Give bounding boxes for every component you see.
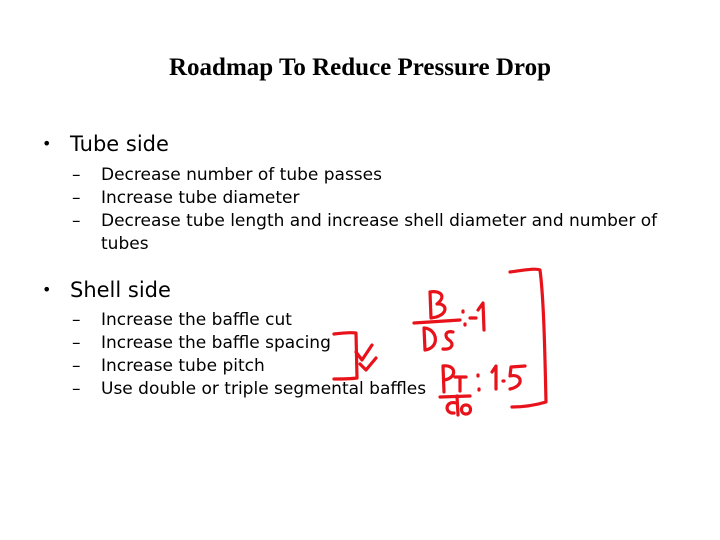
- list-item-text: Decrease number of tube passes: [101, 165, 382, 185]
- list-item: [72, 187, 676, 210]
- bullet-tube-side: [42, 130, 169, 158]
- list-item: [72, 164, 676, 187]
- bullet-dot: •: [42, 280, 52, 299]
- list-item: [72, 210, 676, 256]
- slide-title: Roadmap To Reduce Pressure Drop: [169, 54, 551, 81]
- list-item-text: Use double or triple segmental baffles: [101, 379, 427, 399]
- list-item-text: Increase the baffle spacing: [101, 333, 331, 353]
- list-item-text: Increase tube diameter: [101, 188, 300, 208]
- list-item: [72, 355, 676, 378]
- bullet-dot: •: [42, 134, 52, 153]
- shell-side-list: [72, 309, 676, 401]
- list-item-text: Increase tube pitch: [101, 356, 265, 376]
- dash-marker: –: [72, 379, 81, 399]
- tube-side-list: [72, 164, 676, 256]
- bullet-shell-side: [42, 276, 171, 304]
- dash-marker: –: [72, 211, 81, 231]
- dash-marker: –: [72, 333, 81, 353]
- list-item: [72, 332, 676, 355]
- dash-marker: –: [72, 356, 81, 376]
- dash-marker: –: [72, 310, 81, 330]
- list-item-text: Decrease tube length and increase shell diameter and number of tubes: [101, 211, 658, 254]
- dash-marker: –: [72, 165, 81, 185]
- ink-letter-o: [462, 405, 471, 414]
- list-item: [72, 309, 676, 332]
- bullet-label: Shell side: [70, 278, 171, 302]
- list-item-text: Increase the baffle cut: [101, 310, 292, 330]
- dash-marker: –: [72, 188, 81, 208]
- list-item: [72, 378, 676, 401]
- bullet-label: Tube side: [70, 132, 169, 156]
